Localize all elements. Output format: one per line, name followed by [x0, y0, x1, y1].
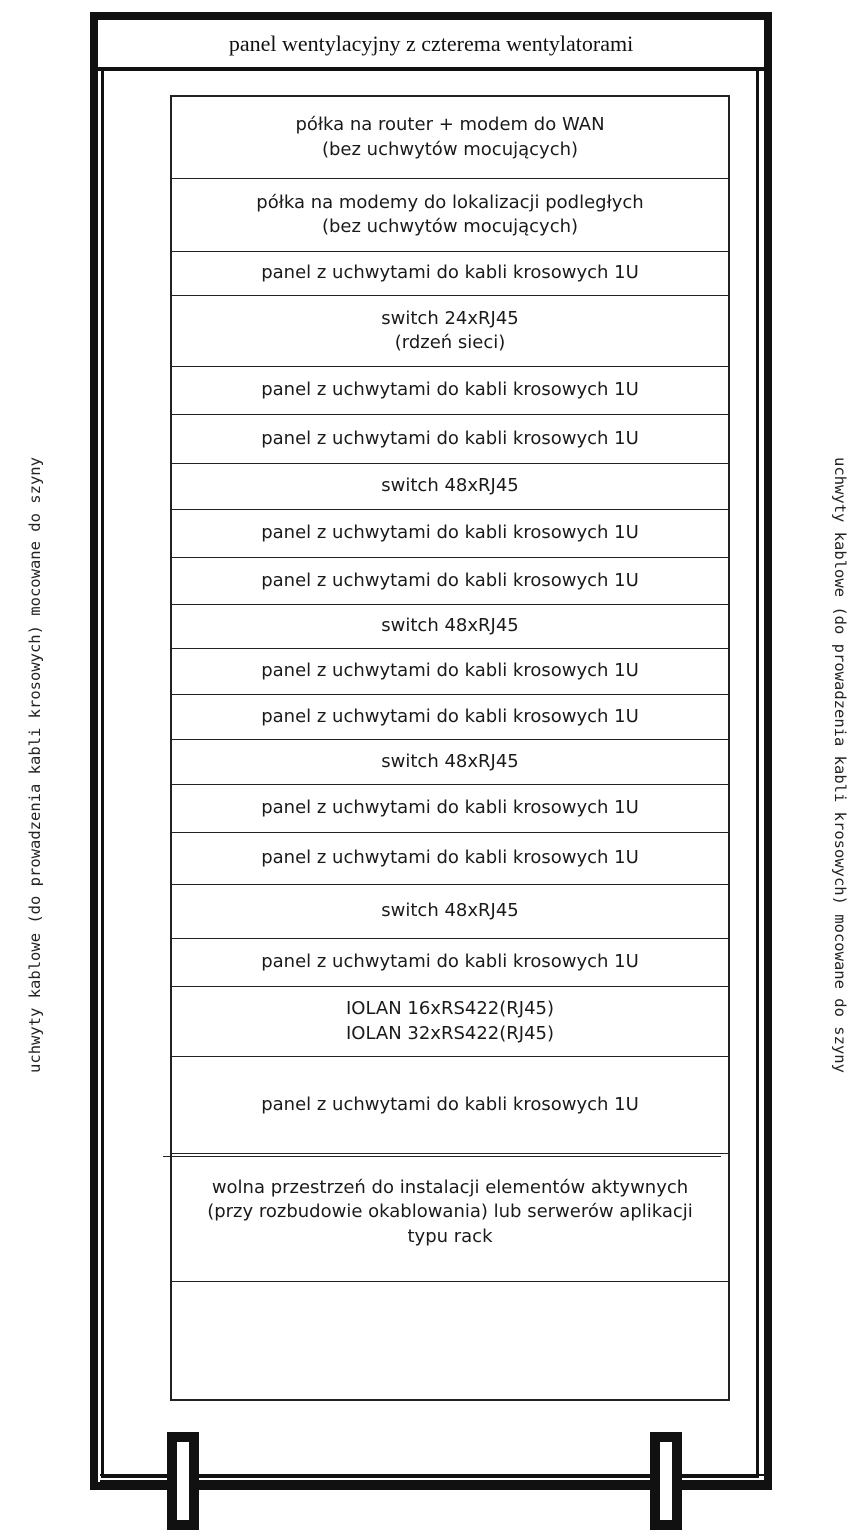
rack-slot [172, 558, 728, 605]
rack-slot [172, 885, 728, 939]
rack-foot-left [167, 1432, 199, 1530]
fan-panel: panel wentylacyjny z czterema wentylatorami [98, 20, 764, 71]
rack-slot [172, 179, 728, 252]
slot-label-line: switch 48xRJ45 [381, 750, 519, 772]
rack-slot [172, 415, 728, 464]
slot-label-line: panel z uchwytami do kabli krosowych 1U [261, 660, 639, 682]
rack-slot [172, 785, 728, 833]
rack-slot [172, 605, 728, 649]
slot-label-line: panel z uchwytami do kabli krosowych 1U [261, 797, 639, 819]
rack-slot [172, 97, 728, 179]
slot-label-line: panel z uchwytami do kabli krosowych 1U [261, 569, 639, 591]
slot-label-line: panel z uchwytami do kabli krosowych 1U [261, 1093, 639, 1115]
rack-slot [172, 252, 728, 296]
slot-label-line: switch 24xRJ45 [381, 307, 519, 329]
slot-label-line: switch 48xRJ45 [381, 900, 519, 922]
rack-slot-empty [172, 1282, 728, 1401]
rack-slot [172, 987, 728, 1057]
slot-label-line: switch 48xRJ45 [381, 475, 519, 497]
rack-slot [172, 833, 728, 885]
divider-line [163, 1156, 721, 1157]
slot-label-line: panel z uchwytami do kabli krosowych 1U [261, 847, 639, 869]
rack-slot [172, 296, 728, 367]
slot-label-line: panel z uchwytami do kabli krosowych 1U [261, 705, 639, 727]
rack-slot [172, 649, 728, 695]
slot-label-line: wolna przestrzeń do instalacji elementów aktywnych [211, 1177, 689, 1198]
slot-label-line: panel z uchwytami do kabli krosowych 1U [261, 379, 639, 401]
slot-label-line: półka na router + modem do WAN [295, 114, 605, 136]
cable-holder-label-left: uchwyty kablowe (do prowadzenia kabli krosowych) mocowane do szyny [26, 457, 44, 1073]
slot-label-line: panel z uchwytami do kabli krosowych 1U [261, 522, 639, 544]
rack-foot-right [650, 1432, 682, 1530]
slot-label-line: (bez uchwytów mocujących) [321, 138, 579, 160]
rack-slot [172, 740, 728, 785]
slot-label-line: panel z uchwytami do kabli krosowych 1U [261, 427, 639, 449]
rack-slot [172, 367, 728, 415]
equipment-stack [170, 95, 730, 1401]
slot-label-line: (przy rozbudowie okablowania) lub serwerów aplikacji [207, 1201, 693, 1223]
slot-label-line: panel z uchwytami do kabli krosowych 1U [261, 262, 639, 284]
rack-slot [172, 1057, 728, 1154]
rack-slot [172, 695, 728, 740]
rack-slot [172, 939, 728, 987]
slot-label-line: (rdzeń sieci) [394, 332, 506, 353]
rack-slot [172, 510, 728, 558]
rack-slot [172, 1154, 728, 1282]
slot-label-line: półka na modemy do lokalizacji podległych [256, 191, 644, 213]
slot-label-line: (bez uchwytów mocujących) [321, 216, 579, 237]
slot-label-line: switch 48xRJ45 [381, 615, 519, 637]
slot-label-line: IOLAN 16xRS422(RJ45) [345, 998, 555, 1020]
slot-label-line: IOLAN 32xRS422(RJ45) [345, 1022, 555, 1044]
slot-label-line: panel z uchwytami do kabli krosowych 1U [261, 951, 639, 973]
slot-label-line: typu rack [407, 1225, 493, 1247]
rack-slot [172, 464, 728, 510]
cable-holder-label-right: uchwyty kablowe (do prowadzenia kabli krosowych) mocowane do szyny [831, 457, 849, 1073]
